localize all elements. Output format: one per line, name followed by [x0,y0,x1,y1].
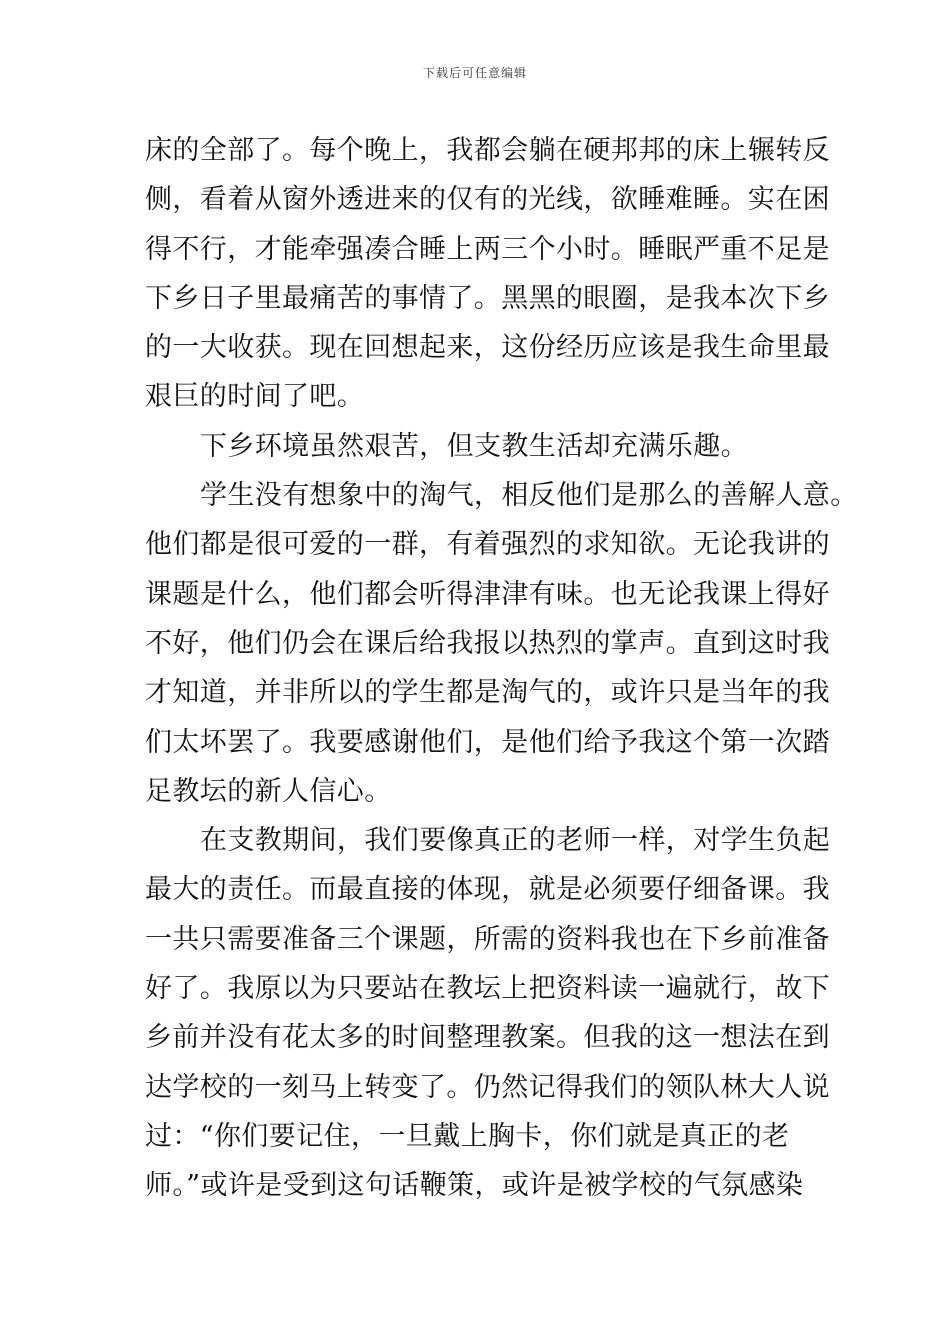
text-line: 最大的责任。而最直接的体现，就是必须要仔细备课。我 [145,874,830,906]
text-line: 们太坏罢了。我要感谢他们，是他们给予我这个第一次踏 [145,726,830,758]
text-line: 师。”或许是受到这句话鞭策，或许是被学校的气氛感染 [145,1170,804,1202]
text-line: 的一大收获。现在回想起来，这份经历应该是我生命里最 [145,332,830,364]
text-line: 课题是什么，他们都会听得津津有味。也无论我课上得好 [145,578,830,610]
text-line: 达学校的一刻马上转变了。仍然记得我们的领队林大人说 [145,1071,830,1103]
text-line: 下乡日子里最痛苦的事情了。黑黑的眼圈，是我本次下乡 [145,282,830,314]
text-line: 好了。我原以为只要站在教坛上把资料读一遍就行，故下 [145,973,830,1005]
text-line: 过：“你们要记住，一旦戴上胸卡，你们就是真正的老 [145,1120,790,1152]
document-body [145,126,858,1211]
text-line: 不好，他们仍会在课后给我报以热烈的掌声。直到这时我 [145,627,830,659]
text-line: 才知道，并非所以的学生都是淘气的，或许只是当年的我 [145,677,830,709]
text-line: 得不行，才能牵强凑合睡上两三个小时。睡眠严重不足是 [145,233,830,265]
text-line: 侧，看着从窗外透进来的仅有的光线，欲睡难睡。实在困 [145,184,830,216]
text-line: 艰巨的时间了吧。 [145,381,365,413]
text-line: 床的全部了。每个晚上，我都会躺在硬邦邦的床上辗转反 [145,135,830,166]
text-line: 乡前并没有花太多的时间整理教案。但我的这一想法在到 [145,1022,830,1054]
text-line: 他们都是很可爱的一群，有着强烈的求知欲。无论我讲的 [145,529,830,561]
page-header: 下载后可任意编辑 [422,66,527,80]
text-line: 足教坛的新人信心。 [145,775,392,807]
paragraph-first-line: 下乡环境虽然艰苦，但支教生活却充满乐趣。 [200,430,748,462]
text-line: 一共只需要准备三个课题，所需的资料我也在下乡前准备 [145,923,830,955]
paragraph-first-line: 学生没有想象中的淘气，相反他们是那么的善解人意。 [200,480,858,512]
paragraph-first-line: 在支教期间，我们要像真正的老师一样，对学生负起 [200,825,831,857]
